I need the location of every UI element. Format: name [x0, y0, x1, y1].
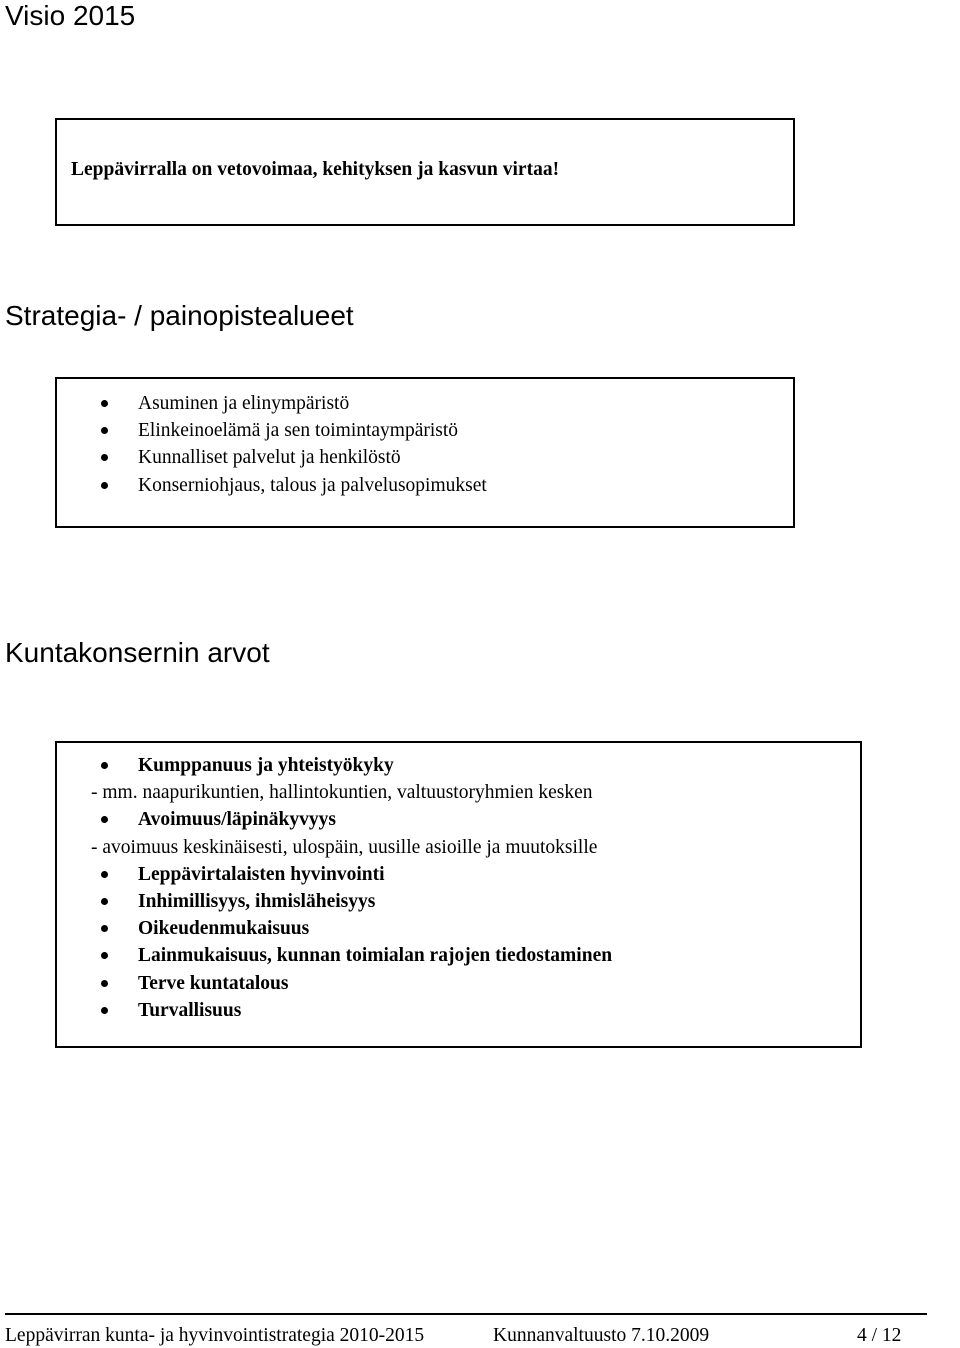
footer-approval-date: Kunnanvaltuusto 7.10.2009 [493, 1325, 710, 1346]
bullet-icon [101, 1007, 108, 1014]
values-box [55, 741, 862, 1048]
bullet-icon [101, 482, 108, 489]
value-item-label: Lainmukaisuus, kunnan toimialan rajojen tiedostaminen [138, 945, 613, 967]
value-item [57, 970, 860, 997]
strategy-list [57, 390, 793, 499]
bullet-icon [101, 400, 108, 407]
value-item [57, 752, 860, 806]
strategy-item-label: Konserniohjaus, talous ja palvelusopimukset [138, 474, 487, 496]
bullet-icon [101, 871, 108, 878]
strategy-heading: Strategia- / painopistealueet [5, 300, 354, 331]
strategy-box [55, 377, 795, 528]
strategy-item [57, 444, 793, 471]
bullet-icon [101, 816, 108, 823]
page-title: Visio 2015 [5, 0, 136, 31]
value-item [57, 942, 860, 969]
footer-document-title: Leppävirran kunta- ja hyvinvointistrategia 2010-2015 [5, 1325, 425, 1346]
value-item [57, 861, 860, 888]
bullet-icon [101, 898, 108, 905]
strategy-item-label: Elinkeinoelämä ja sen toimintaympäristö [138, 420, 459, 442]
bullet-icon [101, 980, 108, 987]
bullet-icon [101, 427, 108, 434]
vision-statement: Leppävirralla on vetovoimaa, kehityksen ja kasvun virtaa! [71, 159, 560, 180]
strategy-item [57, 390, 793, 417]
value-item-label: Inhimillisyys, ihmisläheisyys [138, 891, 376, 913]
footer-divider [5, 1313, 927, 1315]
value-item-label: Avoimuus/läpinäkyvyys [138, 809, 336, 831]
value-item-label: Kumppanuus ja yhteistyökyky [138, 755, 394, 776]
values-heading: Kuntakonsernin arvot [5, 637, 270, 668]
bullet-icon [101, 925, 108, 932]
strategy-item [57, 472, 793, 499]
value-item [57, 806, 860, 860]
strategy-item [57, 417, 793, 444]
strategy-item-label: Kunnalliset palvelut ja henkilöstö [138, 447, 401, 469]
value-item-note: - avoimuus keskinäisesti, ulospäin, uusille asioille ja muutoksille [91, 836, 598, 858]
strategy-item-label: Asuminen ja elinympäristö [138, 393, 350, 414]
value-item-label: Turvallisuus [138, 999, 242, 1021]
value-item [57, 997, 860, 1024]
value-item [57, 915, 860, 942]
value-item-note: - mm. naapurikuntien, hallintokuntien, valtuustoryhmien kesken [91, 782, 593, 804]
value-item [57, 888, 860, 915]
page-number: 4 / 12 [857, 1325, 902, 1346]
bullet-icon [101, 762, 108, 769]
values-list [57, 752, 860, 1024]
bullet-icon [101, 454, 108, 461]
value-item-label: Oikeudenmukaisuus [138, 918, 310, 940]
bullet-icon [101, 952, 108, 959]
value-item-label: Terve kuntatalous [138, 972, 289, 994]
vision-box [55, 118, 795, 226]
value-item-label: Leppävirtalaisten hyvinvointi [138, 863, 385, 885]
